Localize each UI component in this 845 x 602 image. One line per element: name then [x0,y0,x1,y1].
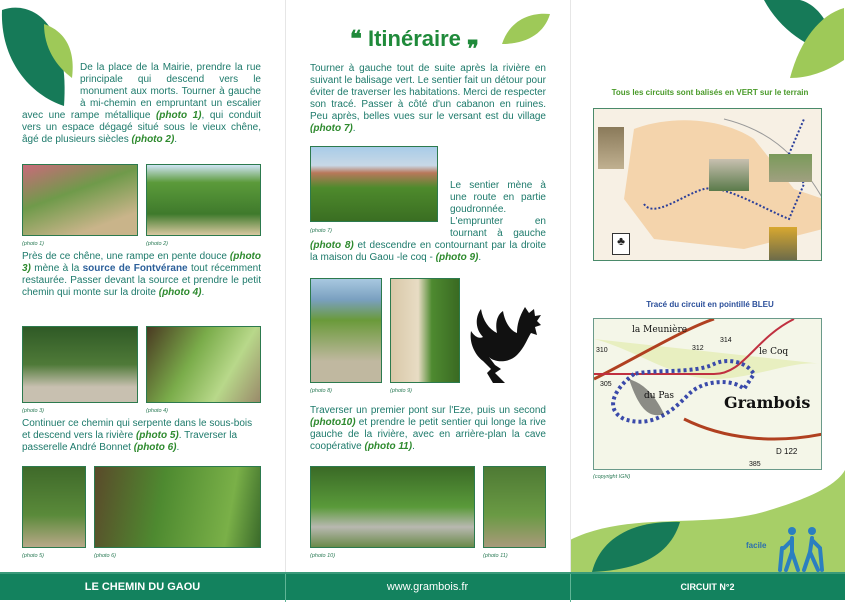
photo-4 [146,326,261,403]
paragraph-text: Tourner à gauche tout de suite après la rivière en suivant le balisage vert. Le sentier fait un détour pour éviter de traverser les habitations. Merci de respecter son tracé. Passer à côté d'un cabanon en ruines. Peu après, belles vues sur le versant est du village [310,63,546,122]
map-label: 314 [720,337,732,344]
title-text: Itinéraire [367,26,461,51]
footer-title: LE CHEMIN DU GAOU [84,581,201,593]
photo-caption: (photo 2) [146,241,169,247]
photo-caption: (photo 7) [310,228,333,234]
photo-5 [22,466,86,548]
paragraph-2: Près de ce chêne, une rampe en pente douce (photo 3) mène à la source de Fontvérane tout récemment restaurée. Passer devant la source et prendre le petit chemin qui monte sur la droite (photo 4). [22,251,261,298]
place-highlight: source de Fontvérane [82,263,188,274]
photo-caption: (photo 5) [22,553,45,559]
paragraph-6: Traverser un premier pont sur l'Eze, puis un second (photo10) et prendre le petit sentier qui longe la rive gauche de la rivière, avec en arrière-plan la cave coopérative (photo 11). [310,405,546,452]
photo-caption: (photo 4) [146,408,169,414]
topographic-map [593,318,822,470]
footer-bar [0,572,845,600]
paragraph-text: Le sentier mène à une route en partie goudronnée. L'emprunter en tournant à gauche [450,180,546,239]
map-photo [769,154,812,182]
paragraph-4: Tourner à gauche tout de suite après la rivière en suivant le balisage vert. Le sentier fait un détour pour éviter de traverser les habitations. Merci de respecter son tracé. Passer à côté d'un cabanon en ruines. Peu après, belles vues sur le versant est du village (photo 7). [310,63,546,134]
tree-crest-icon: ♣ [612,233,630,255]
photo-ref: (photo10) [310,417,356,428]
leaf-decoration-top-right [760,0,845,80]
paragraph-1: De la place de la Mairie, prendre la rue principale qui descend vers le monument aux morts. Tourner à gauche à mi-chemin en empruntant un escalier avec une rampe métallique (photo 1), qui conduit vers un espace dégagé situé sous le vieux chêne, âgé de plusieurs siècles (photo 2). [22,62,261,145]
rooster-icon [465,303,547,385]
map-label: 385 [749,461,761,468]
map-photo [598,127,624,169]
photo-1 [22,164,138,236]
paragraph-text: De la place de la Mairie, prendre la rue principale qui descend vers le monument aux morts. Tourner à gauche à mi-chemin en empruntant un escalier avec une rampe métallique [22,62,261,121]
paragraph-text: , qui conduit vers un espace dégagé situé sous le vieux chêne, âgé de plusieurs siècles [22,110,261,145]
map-label: du Pas [644,391,675,401]
paragraph-text: Traverser un premier pont sur l'Eze, puis un second [310,405,546,416]
circuit-number: CIRCUIT N°2 [680,582,735,592]
paragraph-text: et prendre le petit sentier qui longe la rive gauche de la rivière, avec en arrière-plan la cave coopérative [310,417,546,452]
photo-ref: (photo 1) [155,110,202,121]
paragraph-text: . Traverser la passerelle André Bonnet [22,430,238,453]
map-label: Grambois [724,393,811,412]
paragraph-text: Près de ce chêne, une rampe en pente douce [22,251,230,262]
map-label: le Coq [759,347,789,357]
paragraph-text: et descendre en contournant par la droite la maison du Gaou -le coq - [310,240,547,263]
website-link[interactable]: www.grambois.fr [386,581,469,593]
paragraph-5: Le sentier mène à une route en partie goudronnée. L'emprunter en tournant à gauche (photo 8) et descendre en contournant par la droite la maison du Gaou -le coq - (photo 9). [310,180,547,263]
map-label: la Meunière [632,325,688,335]
hikers-icon [778,526,826,572]
photo-ref: (photo 11) [364,441,413,452]
photo-caption: (photo 11) [483,553,508,559]
photo-ref: (photo 4) [158,287,202,298]
paragraph-text: tout récemment restaurée. Passer devant la source et prendre le petit chemin qui monte sur la droite [22,263,261,298]
village-map [593,108,822,261]
photo-ref: (photo 6) [133,442,177,453]
photo-ref: (photo 5) [135,430,179,441]
photo-caption: (photo 9) [390,388,413,394]
photo-10 [310,466,475,548]
photo-caption: (photo 1) [22,241,45,247]
map-copyright: (copyright IGN) [593,474,631,480]
leaf-decoration-title [500,10,552,46]
panel-divider [570,0,571,572]
map-label: 310 [596,347,608,354]
panel-divider [285,0,286,572]
photo-ref: (photo 7) [310,123,353,134]
paragraph-3: Continuer ce chemin qui serpente dans le sous-bois et descend vers la rivière (photo 5). Traverser la passerelle André Bonnet (photo 6). [22,418,253,453]
photo-ref: (photo 3) [22,251,261,274]
map-photo [709,159,749,191]
photo-6 [94,466,261,548]
map-label: D 122 [776,447,798,456]
photo-2 [146,164,261,236]
route-heading: Tracé du circuit en pointillé BLEU [646,300,774,309]
close-quote-icon: ❞ [467,36,479,62]
paragraph-text: mène à la [30,263,83,274]
paragraph-text: Continuer ce chemin qui serpente dans le sous-bois et descend vers la rivière [22,418,253,441]
open-quote-icon: ❝ [350,26,362,52]
section-title [350,26,479,62]
map-label: 305 [600,381,612,388]
photo-caption: (photo 10) [310,553,336,559]
photo-3 [22,326,138,403]
photo-caption: (photo 8) [310,388,333,394]
photo-ref: (photo 9) [435,252,479,263]
photo-ref: (photo 2) [131,134,175,145]
photo-11 [483,466,546,548]
photo-ref: (photo 8) [310,240,354,251]
map-photo [769,227,797,261]
photo-9 [390,278,460,383]
photo-caption: (photo 3) [22,408,45,414]
marking-heading: Tous les circuits sont balisés en VERT sur le terrain [611,88,809,97]
difficulty-label: facile [746,541,767,550]
map-label: 312 [692,345,704,352]
photo-caption: (photo 6) [94,553,117,559]
photo-8 [310,278,382,383]
